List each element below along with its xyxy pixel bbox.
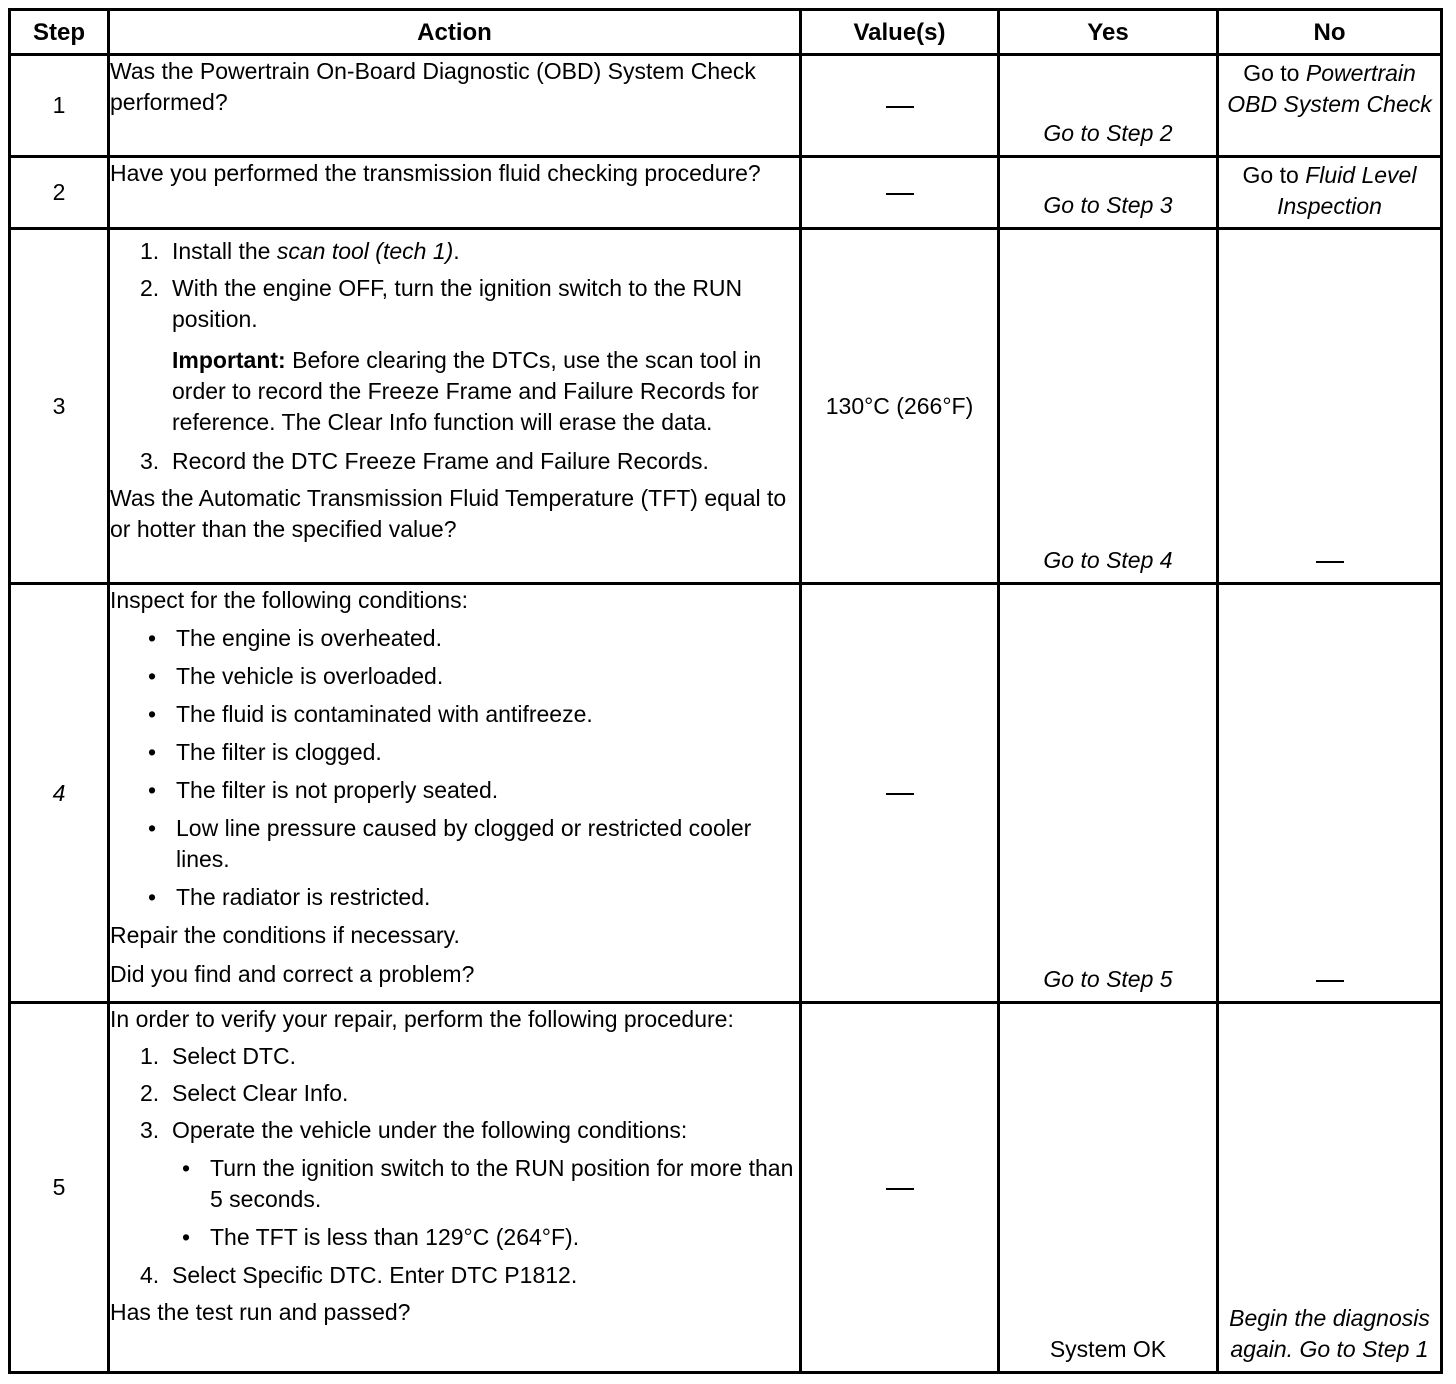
- list-item: 4. Select Specific DTC. Enter DTC P1812.: [140, 1262, 578, 1288]
- item-number: 2.: [140, 275, 160, 301]
- list-item: • Low line pressure caused by clogged or restricted cooler lines.: [148, 815, 752, 872]
- yes-link[interactable]: Go to Step 5: [1043, 966, 1173, 992]
- item-number: 1.: [140, 238, 160, 264]
- action-cell: [109, 584, 801, 1003]
- procedure-list: [110, 1041, 799, 1291]
- list-item: 2. Select Clear Info.: [140, 1080, 349, 1106]
- important-text: Before clearing the DTCs, use the scan tool in order to record the Freeze Frame and Failure Records for reference. The Clear Info function will erase the data.: [172, 347, 762, 435]
- header-row: [10, 10, 1442, 55]
- important-note: [110, 345, 799, 438]
- repair-text: Repair the conditions if necessary.: [110, 922, 460, 948]
- item-italic: scan tool (tech 1): [276, 238, 454, 264]
- no-link[interactable]: Fluid Level Inspection: [1277, 162, 1417, 219]
- diagnostic-table: [8, 8, 1443, 1374]
- table-row: [10, 229, 1442, 584]
- yes-link[interactable]: Go to Step 3: [1043, 192, 1173, 218]
- table-row: [10, 157, 1442, 229]
- dash-mark: [886, 1188, 914, 1190]
- dash-mark: [1316, 561, 1344, 563]
- yes-link[interactable]: Go to Step 4: [1043, 547, 1173, 573]
- value-cell: [801, 584, 999, 1003]
- no-cell: [1218, 157, 1442, 229]
- value-cell: [801, 55, 999, 157]
- yes-cell: [999, 55, 1218, 157]
- question-text: Did you find and correct a problem?: [110, 961, 475, 987]
- yes-cell: [999, 157, 1218, 229]
- yes-cell: [999, 229, 1218, 584]
- no-cell: [1218, 229, 1442, 584]
- item-text: Install the: [172, 238, 277, 264]
- action-cell: [109, 157, 801, 229]
- question-text: Have you performed the transmission fluid checking procedure?: [110, 160, 761, 186]
- action-cell: [109, 229, 801, 584]
- table-row: [10, 55, 1442, 157]
- action-cell: [109, 55, 801, 157]
- list-item: 1. Select DTC.: [140, 1043, 296, 1069]
- list-item: [110, 273, 799, 335]
- step-number: 3: [10, 229, 109, 584]
- list-item: • The filter is not properly seated.: [148, 777, 499, 803]
- no-prefix: Go to: [1243, 60, 1306, 86]
- procedure-list: [110, 446, 799, 477]
- no-cell: [1218, 55, 1442, 157]
- header-action: Action: [109, 10, 801, 55]
- no-link[interactable]: Begin the diagnosis again. Go to Step 1: [1229, 1305, 1430, 1362]
- list-item: [110, 236, 799, 267]
- question-text: Was the Powertrain On-Board Diagnostic (OBD) System Check performed?: [110, 58, 756, 115]
- value-cell: [801, 157, 999, 229]
- list-item: • Turn the ignition switch to the RUN position for more than 5 seconds.: [182, 1155, 794, 1212]
- question-text: Was the Automatic Transmission Fluid Temperature (TFT) equal to or hotter than the specified value?: [110, 485, 787, 542]
- list-item: • The vehicle is overloaded.: [148, 663, 444, 689]
- header-values: Value(s): [801, 10, 999, 55]
- item-after: .: [453, 238, 460, 264]
- procedure-list: [110, 236, 799, 335]
- action-cell: [109, 1003, 801, 1373]
- value-cell: 130°C (266°F): [801, 229, 999, 584]
- value-cell: [801, 1003, 999, 1373]
- step-number: 2: [10, 157, 109, 229]
- yes-result: System OK: [1049, 1336, 1167, 1362]
- dash-mark: [886, 106, 914, 108]
- list-item: [110, 446, 799, 477]
- yes-cell: [999, 1003, 1218, 1373]
- dash-mark: [1316, 980, 1344, 982]
- yes-link[interactable]: Go to Step 2: [1043, 120, 1173, 146]
- intro-text: In order to verify your repair, perform the following procedure:: [110, 1006, 734, 1032]
- list-item: 3. Operate the vehicle under the following conditions: • Turn the ignition switch to the RUN position for more than 5 seconds. • The TFT is less than 129°C (264°F).: [110, 1115, 799, 1253]
- sub-conditions-list: [110, 1153, 799, 1253]
- important-label: Important:: [172, 347, 286, 373]
- item-number: 3.: [140, 448, 160, 474]
- question-text: Has the test run and passed?: [110, 1299, 411, 1325]
- no-link[interactable]: Powertrain OBD System Check: [1227, 60, 1432, 117]
- no-cell: [1218, 584, 1442, 1003]
- list-item: • The fluid is contaminated with antifreeze.: [148, 701, 593, 727]
- list-item: • The TFT is less than 129°C (264°F).: [182, 1224, 580, 1250]
- list-item: • The radiator is restricted.: [148, 884, 431, 910]
- step-number: 1: [10, 55, 109, 157]
- step-number: 5: [10, 1003, 109, 1373]
- item-text: Record the DTC Freeze Frame and Failure Records.: [172, 448, 709, 474]
- dash-mark: [886, 793, 914, 795]
- item-text: With the engine OFF, turn the ignition switch to the RUN position.: [172, 275, 743, 332]
- header-no: No: [1218, 10, 1442, 55]
- no-cell: [1218, 1003, 1442, 1373]
- list-item: • The filter is clogged.: [148, 739, 382, 765]
- yes-cell: [999, 584, 1218, 1003]
- dash-mark: [886, 193, 914, 195]
- header-yes: Yes: [999, 10, 1218, 55]
- intro-text: Inspect for the following conditions:: [110, 587, 468, 613]
- list-item: • The engine is overheated.: [148, 625, 442, 651]
- table-row: [10, 1003, 1442, 1373]
- table-row: [10, 584, 1442, 1003]
- no-prefix: Go to: [1242, 162, 1306, 188]
- header-step: Step: [10, 10, 109, 55]
- step-number: 4: [10, 584, 109, 1003]
- conditions-list: [110, 623, 799, 913]
